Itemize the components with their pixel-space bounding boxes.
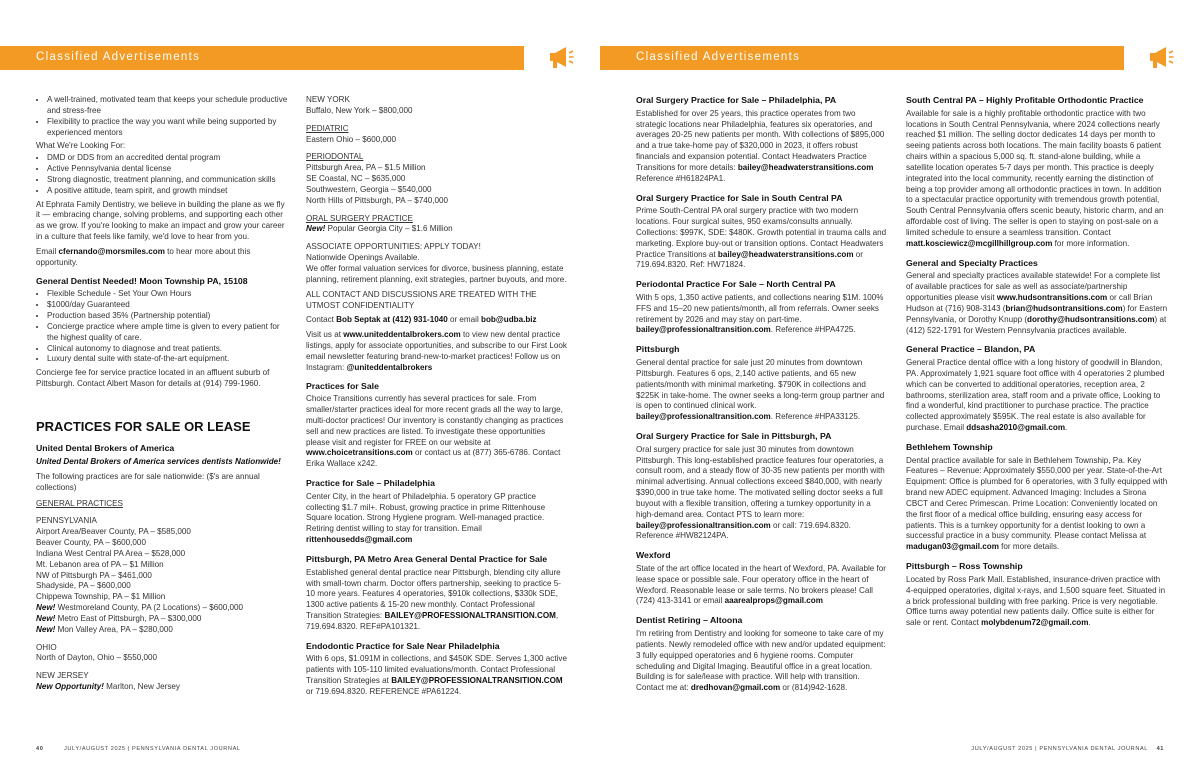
email-link[interactable]: molybdenum72@gmail.com <box>981 618 1089 628</box>
ad-body <box>906 271 1168 336</box>
assoc-heading: ASSOCIATE OPPORTUNITIES: APPLY TODAY! <box>306 242 481 252</box>
region-label: PENNSYLVANIA <box>36 516 97 526</box>
ad-body <box>906 456 1168 554</box>
text: Reference #H61824PA1. <box>636 173 726 183</box>
header-band <box>0 46 524 70</box>
website-link[interactable]: www.choicetransitions.com <box>306 448 413 458</box>
ad-heading: Endodontic Practice for Sale Near Philadelphia <box>306 640 500 651</box>
text: Oral surgery practice for sale just 30 minutes from downtown Pittsburgh. This long-established practice features four operatories, a consult room, and a steady flow of 30-35 new patients per month with minimal advertising. Annual collections exceed $840,000, with nearly $390,000 in true take home. The motivated selling doctor seeks a full buyout with a flexible transition, offering a turnkey opportunity in a high-demand area. Contact PTS to learn more: <box>636 444 885 519</box>
ad-body <box>306 568 568 633</box>
contact-name: Bob Septak at (412) 931-1040 <box>336 315 448 325</box>
region-label: NEW JERSEY <box>36 671 89 681</box>
benefits-list <box>36 95 288 138</box>
ad-body <box>636 206 888 271</box>
list-item <box>36 682 288 693</box>
list-item: Pittsburgh Area, PA – $1.5 Million <box>306 163 426 173</box>
new-badge: New! <box>36 613 56 623</box>
ad-heading: Wexford <box>636 550 671 561</box>
category-label: PEDIATRIC <box>306 123 349 133</box>
category-label: ORAL SURGERY PRACTICE <box>306 213 413 223</box>
text: , 719.694.8320. REF#PA101321. <box>306 611 559 631</box>
text: . Reference #HPA33125. <box>770 412 861 422</box>
ad-heading: Oral Surgery Practice for Sale in Pittsburgh, PA <box>636 431 832 442</box>
offer-paragraph: We offer formal valuation services for divorce, business planning, estate planning, retirement planning, exit strategies, partner buyouts, and more. <box>306 263 567 284</box>
confidential-paragraph: ALL CONTACT AND DISCUSSIONS ARE TREATED WITH THE UTMOST CONFIDENTIALITY <box>306 289 537 310</box>
email-link[interactable]: ddsasha2010@gmail.com <box>966 423 1066 433</box>
email-link[interactable]: aaarealprops@gmail.com <box>724 596 823 606</box>
ad-heading: Bethlehem Township <box>906 441 993 452</box>
list-item: • DMD or DDS from an accredited dental program <box>47 153 288 164</box>
ad-heading: Oral Surgery Practice for Sale – Philadelphia, PA <box>636 95 837 105</box>
text: Contact <box>306 315 337 325</box>
header-title: Classified Advertisements <box>636 51 801 63</box>
list-item: Chippewa Township, PA – $1 Million <box>36 592 166 602</box>
website-link[interactable]: www.hudsontransitions.com <box>996 292 1108 302</box>
header-band <box>600 46 1124 70</box>
instagram-link[interactable]: @uniteddentalbrokers <box>346 362 433 372</box>
email-link[interactable]: bailey@professionaltransition.com <box>636 325 771 335</box>
ad-heading: Periodontal Practice For Sale – North Central PA <box>636 279 836 290</box>
text: for more information. <box>1052 238 1130 248</box>
ad-heading: General Practice – Blandon, PA <box>906 344 1036 355</box>
text: Established for over 25 years, this practice operates from two strategic locations near Philadelphia, features six operatories, and averages 20-25 new patients per month. With collections of $895,000 and a true take-home pay of $320,000 in 2023, it offers robust financials and expansion potential. Contact Headwaters Practice Transitions for more details: <box>636 108 885 172</box>
text: Available for sale is a highly profitable orthodontic practice with two locations in South Central Pennsylvania, where 2024 collections nearly reached $1 million. The selling doctor dedicates 14 days per month to seeing patients across both locations. The main facility boasts 6 patient chairs within a spacious 5,000 sq. ft. stand-alone building, while a satellite location operates 5-7 days per month. This practice is deeply integrated into the local community, recently earning the distinction of being a top provider among all orthodontic practices in town. In addition to a spectacular practice opportunity with tremendous growth potential, South Central Pennsylvania offers scenic beauty, historic charm, and an affordable cost of living. The seller is open to staying on post-sale on a limited schedule to ensure a seamless transition. Contact <box>906 108 1164 237</box>
text: . <box>1065 423 1068 433</box>
text: Choice Transitions currently has several practices for sale. From smaller/starter practices ideal for more recent grads all the way to large, multi-doctor practices! Our inventory is constantly changing as practices sell and new practices are listed. To investigate these opportunities please visit and register for FREE on our website at <box>306 394 564 447</box>
category-label: GENERAL PRACTICES <box>36 498 123 508</box>
text: . Reference #HPA4725. <box>770 325 856 335</box>
ad-body <box>906 109 1168 250</box>
text: to view new dental practice listings, apply for associate opportunities, and subscribe to our First Look email newsletter featuring brand-new-to-market practices! Follow us on Instagram: <box>306 330 567 372</box>
text: or email <box>447 315 482 325</box>
list-item <box>36 625 288 636</box>
text: or 719.694.8320. Ref: HW71824. <box>636 249 863 270</box>
gd-list <box>36 289 288 365</box>
ad-body <box>906 575 1168 629</box>
ad-heading: General Dentist Needed! Moon Township PA, 15108 <box>36 275 248 286</box>
list-item: • Luxury dental suite with state-of-the-art equipment. <box>47 354 288 365</box>
ad-body <box>306 394 568 470</box>
list-item <box>306 224 568 235</box>
email-paragraph <box>36 247 288 269</box>
ad-heading: Oral Surgery Practice for Sale in South Central PA <box>636 192 843 203</box>
megaphone-icon <box>1146 44 1174 70</box>
email-link[interactable]: bob@udba.biz <box>481 315 537 325</box>
page-number: 41 <box>1156 746 1164 752</box>
ad-body <box>306 492 568 546</box>
ad-body <box>636 358 888 423</box>
ad-heading: Pittsburgh, PA Metro Area General Dental Practice for Sale <box>306 554 548 564</box>
text: Established general dental practice near Pittsburgh, blending city allure with small-town charm. Doctor offers partnership, seeking to practice 5-10 more years. Features 4 operatories, $910k collections, $330k SDE, 1300 active patients & 15-20 new monthly. Contact Professional Transition Strategies: <box>306 567 561 621</box>
ad-body <box>906 358 1168 434</box>
list-item: Eastern Ohio – $600,000 <box>306 134 396 144</box>
text: General dental practice for sale just 20 minutes from downtown Pittsburgh. Features 6 ops, 2,140 active patients, and 65 new patients/month with minimal marketing. $790K in collections and $225K in take-home. The owner seeks a long-term group partner and is open to continued clinical work. <box>636 357 885 411</box>
ad-heading: Dentist Retiring – Altoona <box>636 615 743 626</box>
new-badge: New! <box>36 603 56 613</box>
category-label: PERIODONTAL <box>306 152 364 162</box>
list-item: • Flexibility to practice the way you want while being supported by experienced mentors <box>47 117 288 139</box>
list-item: • A positive attitude, team spirit, and growth mindset <box>47 186 288 197</box>
text: ) at (412) 522-1791 for Western Pennsylvania practices available. <box>906 314 1167 335</box>
text: General Practice dental office with a long history of goodwill in Blandon, PA. Approximately 1,921 square foot office with 4 operatories 2 plumbed which can be converted to additional operatories, reception area, 2 bathrooms, sterilization area, staff room and a private office, Looking to find a wonderful, kind practitioner to purchase practice. The practice collected approximately $595K. The real estate is also available for purchase. Email <box>906 358 1165 433</box>
email-link[interactable]: bailey@professionaltransition.com <box>636 412 771 422</box>
ad-heading: General and Specialty Practices <box>906 257 1038 268</box>
text: Metro East of Pittsburgh, PA – $300,000 <box>57 613 202 623</box>
ad-body <box>636 564 888 607</box>
region-label: OHIO <box>36 642 57 652</box>
text: Westmoreland County, PA (2 Locations) – $600,000 <box>57 603 243 613</box>
megaphone-icon <box>546 44 574 70</box>
looking-for-label: What We're Looking For: <box>36 141 126 151</box>
journal-footer: JULY/AUGUST 2025 | PENNSYLVANIA DENTAL JOURNAL <box>64 746 241 752</box>
text: or (814)942-1628. <box>780 683 848 693</box>
text: or call Brian Hudson at (716) 908-3143 ( <box>906 292 1153 313</box>
list-item: SE Coastal, NC – $635,000 <box>306 174 406 184</box>
email-link[interactable]: dorothy@hudsontransitions.com <box>1027 314 1155 324</box>
list-item: Indiana West Central PA Area – $528,000 <box>36 548 186 558</box>
list-item: Beaver County, PA – $600,000 <box>36 538 146 548</box>
list-item: Shadyside, PA – $600,000 <box>36 581 131 591</box>
email-link[interactable]: cfernando@morsmiles.com <box>58 246 165 256</box>
ad-body <box>636 445 888 543</box>
text: General and specialty practices available statewide! For a complete list of available practices for sale as well as associate/partnership opportunities please visit <box>906 271 1161 302</box>
list-item: • Flexible Schedule - Set Your Own Hours <box>47 289 288 300</box>
udb-intro: The following practices are for sale nationwide: ($'s are annual collections) <box>36 471 260 492</box>
visit-paragraph <box>306 330 568 373</box>
list-item: • Clinical autonomy to diagnose and treat patients. <box>47 344 288 355</box>
text: With 6 ops, $1.091M in collections, and $450K SDE. Serves 1,300 active patients with 105-110 limited evaluations/month. Contact Professional Transition Strategies at <box>306 654 567 686</box>
email-link[interactable]: bailey@headwaterstransitions.com <box>717 249 854 259</box>
text: Email <box>36 246 59 256</box>
list-item: • A well-trained, motivated team that keeps your schedule productive and stress-free <box>47 95 288 117</box>
ad-heading: Pittsburgh <box>636 344 680 355</box>
new-badge: New Opportunity! <box>36 682 104 692</box>
requirements-list <box>36 153 288 196</box>
ad-heading: Practice for Sale – Philadelphia <box>306 478 435 489</box>
udb-subtitle: United Dental Brokers of America services dentists Nationwide! <box>36 456 281 466</box>
text: or call: 719.694.8320. Reference #HW82124PA. <box>636 520 851 541</box>
email-link[interactable]: matt.kosciewicz@mcgillhillgroup.com <box>906 238 1053 248</box>
left-column-2 <box>306 95 568 702</box>
ad-body <box>636 629 888 694</box>
text: Visit us at <box>306 330 344 340</box>
list-item: NW of Pittsburgh PA – $461,000 <box>36 570 152 580</box>
contact-paragraph <box>306 315 568 326</box>
email-link[interactable]: rittenhousedds@gmail.com <box>306 535 413 545</box>
new-badge: New! <box>306 224 326 234</box>
ad-heading: United Dental Brokers of America <box>36 443 175 454</box>
text: Mon Valley Area, PA – $280,000 <box>57 624 173 634</box>
text: With 5 ops, 1,350 active patients, and collections nearing $1M. 100% FFS and 15–20 new patients/month, all from referrals. Owner seeks retirement by 2026 and may stay on part-time. <box>636 292 884 324</box>
text: Marlton, New Jersey <box>103 682 180 692</box>
text: Popular Georgia City – $1.6 Million <box>325 224 453 234</box>
right-column-2 <box>906 95 1168 633</box>
right-column-1 <box>636 95 888 698</box>
email-link[interactable]: madugan03@gmail.com <box>906 542 999 552</box>
ad-heading: South Central PA – Highly Profitable Orthodontic Practice <box>906 95 1144 105</box>
list-item: • Concierge practice where ample time is given to every patient for the highest quality of care. <box>47 322 288 344</box>
header-title: Classified Advertisements <box>36 51 201 63</box>
email-link[interactable]: bailey@headwaterstransitions.com <box>737 162 874 172</box>
section-title: PRACTICES FOR SALE OR LEASE <box>36 418 251 434</box>
list-item: North Hills of Pittsburgh, PA – $740,000 <box>306 195 449 205</box>
text: ) for Eastern Pennsylvania, or Dorothy Knupp ( <box>906 303 1168 324</box>
email-link[interactable]: BAILEY@PROFESSIONALTRANSITION.COM <box>384 611 556 621</box>
list-item: Mt. Lebanon area of PA – $1 Million <box>36 559 164 569</box>
ad-heading: Practices for Sale <box>306 380 379 391</box>
text: State of the art office located in the heart of Wexford, PA. Available for lease space or possible sale. Four operatory office in the heart of Wexford. Reasonable lease or sale terms. No brokers please! Call (724) 413-3141 or email <box>636 563 887 606</box>
list-item <box>36 614 288 625</box>
ad-heading: Pittsburgh – Ross Township <box>906 561 1023 572</box>
email-link[interactable]: bailey@professionaltransition.com <box>636 520 771 530</box>
text: for more details. <box>998 542 1060 552</box>
list-item: • Active Pennsylvania dental license <box>47 164 288 175</box>
list-item: • $1000/day Guaranteed <box>47 300 288 311</box>
ad-body <box>636 293 888 336</box>
region-label: NEW YORK <box>306 95 350 104</box>
list-item <box>36 603 288 614</box>
ad-body <box>306 654 568 697</box>
ephrata-paragraph: At Ephrata Family Dentistry, we believe in building the plane as we fly it — embracing change, solving problems, and supporting each other as we grow. If you're looking to make an impact and grow your career in a culture that feels like family, we'd love to hear from you. <box>36 199 285 242</box>
text: Located by Ross Park Mall. Established, insurance-driven practice with 4-equipped operatories, digital x-rays, and 1,500 square feet. Situated in a brick professional building with free parking. Price is very negotiable. Office turns away potential new patients daily. Office suite is either for sale or rent. Contact <box>906 574 1166 628</box>
text: or 719.694.8320. REFERENCE #PA61224. <box>306 686 462 696</box>
text: to hear more about this opportunity. <box>36 246 251 267</box>
page-number: 40 <box>36 746 44 752</box>
gd-fee: Concierge fee for service practice located in an affluent suburb of Pittsburgh. Contact Albert Mason for details at (914) 799-1960. <box>36 368 270 389</box>
text: Center City, in the heart of Philadelphia. 5 operatory GP practice collecting $1.7 mil+. Robust, growing practice in prime Rittenhouse Square location. Strong Hygiene program. Well-managed practice. Retiring dentist willing to stay for transition. Email <box>306 491 546 534</box>
text: . <box>1088 618 1091 628</box>
new-badge: New! <box>36 624 56 634</box>
list-item: • Production based 35% (Partnership potential) <box>47 311 288 322</box>
ad-body <box>636 109 888 185</box>
email-link[interactable]: BAILEY@PROFESSIONALTRANSITION.COM <box>391 676 563 686</box>
email-link[interactable]: brian@hudsontransitions.com <box>1005 303 1123 313</box>
list-item: Buffalo, New York – $800,000 <box>306 105 413 115</box>
list-item: Southwestern, Georgia – $540,000 <box>306 184 432 194</box>
list-item: Airport Area/Beaver County, PA – $585,000 <box>36 527 191 537</box>
list-item: North of Dayton, Ohio – $550,000 <box>36 653 158 663</box>
email-link[interactable]: dredhovan@gmail.com <box>690 683 781 693</box>
website-link[interactable]: www.uniteddentalbrokers.com <box>343 330 461 340</box>
right-page <box>600 0 1200 776</box>
text: Dental practice available for sale in Bethlehem Township, Pa. Key Features – Revenue: Approximately $550,000 per year. State-of-the-Art Equipment: Office is plumbed for 6 operatories, with 3 fully equipped with brand new ADEC equipment. Advanced Imaging: Includes a Sirona CBCT and Cerec Primescan. Prime Location: Conveniently located on the first floor of a medical office building, ensuring easy access for patients. This is a turnkey opportunity for a dentist looking to own a successful practice in a busy community. Please contact Melissa at <box>906 455 1168 541</box>
text: I'm retiring from Dentistry and looking for someone to take care of my patients. Newly remodeled office with new and/or updated equipment: 3 fully equipped operatories and 6 hygiene rooms. Computer scheduling and Digital Imaging. Beautiful office in a great location. Building is for sale/lease with practice. Will help with transition. Contact me at: <box>636 628 886 693</box>
left-column-1 <box>36 95 288 693</box>
text: or contact us at (877) 365-6786. Contact Erika Wallace x242. <box>306 448 561 469</box>
list-item: • Strong diagnostic, treatment planning, and communication skills <box>47 175 288 186</box>
journal-footer: JULY/AUGUST 2025 | PENNSYLVANIA DENTAL JOURNAL <box>971 746 1148 752</box>
assoc-subheading: Nationwide Openings Available. <box>306 253 420 263</box>
text: Prime South-Central PA oral surgery practice with two modern locations. Four surgical suites, 950 exams/consults annually. Collections: $997K, SDE: $480K. Growth potential in trauma calls and marketing. Explore buy-out or transition options. Contact Headwaters Practice Transitions at <box>636 206 887 259</box>
